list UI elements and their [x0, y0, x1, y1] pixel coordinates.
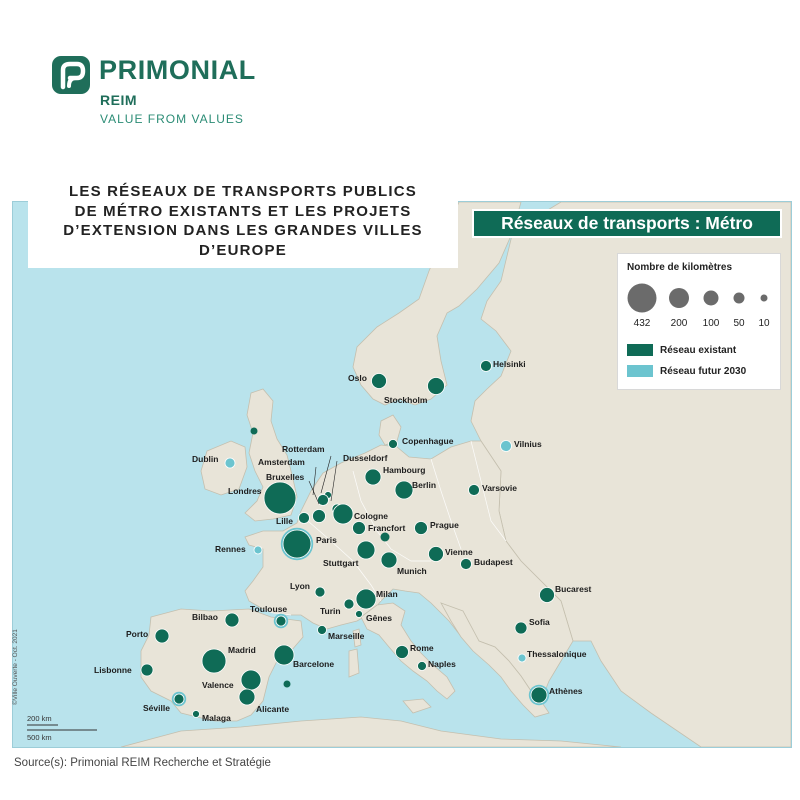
city-marker-munich — [381, 552, 397, 568]
city-label-lyon: Lyon — [290, 581, 310, 591]
title-line-3: D’EXTENSION DANS LES GRANDES VILLES — [63, 222, 423, 239]
city-label-oslo: Oslo — [348, 373, 367, 383]
city-label-bruxelles: Bruxelles — [266, 472, 305, 482]
city-marker-cologne — [333, 504, 353, 524]
city-label-alicante: Alicante — [256, 704, 290, 714]
city-marker-oslo — [372, 374, 387, 389]
extra-dot-palma — [284, 681, 291, 688]
city-label-londres: Londres — [228, 486, 262, 496]
city-label-berlin: Berlin — [412, 480, 437, 490]
legend-size-label: 50 — [733, 318, 745, 329]
city-marker-rennes — [254, 546, 262, 554]
city-label-dublin: Dublin — [192, 454, 219, 464]
city-marker-rome — [396, 646, 409, 659]
legend-title: Nombre de kilomètres — [627, 262, 733, 273]
city-label-bilbao: Bilbao — [192, 612, 218, 622]
city-label-stockholm: Stockholm — [384, 395, 428, 405]
title-line-1: LES RÉSEAUX DE TRANSPORTS PUBLICS — [69, 183, 417, 200]
legend-circle-200 — [669, 288, 689, 308]
city-marker-genes — [356, 611, 363, 618]
primonial-logo-icon — [52, 56, 90, 94]
city-marker-helsinki — [481, 361, 492, 372]
city-label-madrid: Madrid — [228, 645, 256, 655]
city-marker-marseille — [318, 626, 327, 635]
city-label-malaga: Malaga — [202, 713, 231, 723]
city-label-budapest: Budapest — [474, 557, 513, 567]
city-marker-londres — [264, 482, 296, 514]
legend-size-label: 200 — [670, 318, 688, 329]
city-label-francfort: Francfort — [368, 523, 406, 533]
city-label-valence: Valence — [202, 680, 234, 690]
city-marker-valence — [241, 670, 261, 690]
city-marker-stuttgart — [357, 541, 375, 559]
scale-bar — [27, 725, 97, 730]
city-label-turin: Turin — [320, 606, 341, 616]
city-label-copenhague: Copenhague — [402, 436, 454, 446]
city-label-varsovie: Varsovie — [482, 483, 517, 493]
legend-size-label: 10 — [758, 318, 770, 329]
extra-dot-glasgow — [251, 428, 258, 435]
title-box — [28, 178, 458, 268]
city-label-porto: Porto — [126, 629, 149, 639]
city-marker-naples — [418, 662, 427, 671]
city-marker-thessalonique — [518, 654, 526, 662]
city-marker-barcelone — [274, 645, 294, 665]
source-note: Source(s): Primonial REIM Recherche et Stratégie — [14, 757, 271, 769]
city-marker-toulouse — [276, 616, 286, 626]
city-marker-malaga — [193, 711, 200, 718]
city-marker-berlin — [395, 481, 413, 499]
city-marker-vienne — [429, 547, 444, 562]
legend-future-label: Réseau futur 2030 — [660, 366, 747, 377]
city-marker-budapest — [461, 559, 472, 570]
legend-swatch-existing — [627, 344, 653, 356]
city-label-cologne: Cologne — [354, 511, 388, 521]
legend-circle-432 — [628, 284, 657, 313]
city-label-lisbonne: Lisbonne — [94, 665, 132, 675]
city-marker-francfort — [353, 522, 366, 535]
city-label-vienne: Vienne — [445, 547, 473, 557]
city-marker-seville — [174, 694, 184, 704]
city-marker-vilnius — [501, 441, 512, 452]
city-label-toulouse: Toulouse — [250, 604, 288, 614]
scale-label-500: 500 km — [27, 733, 52, 742]
city-marker-athenes — [531, 687, 547, 703]
city-marker-lisbonne — [141, 664, 153, 676]
legend-circle-10 — [761, 295, 768, 302]
city-marker-alicante — [239, 689, 255, 705]
city-label-marseille: Marseille — [328, 631, 365, 641]
brand-tagline: VALUE FROM VALUES — [100, 112, 244, 126]
legend-existing-label: Réseau existant — [660, 345, 737, 356]
city-label-genes: Gênes — [366, 613, 392, 623]
city-label-barcelone: Barcelone — [293, 659, 335, 669]
city-label-bucarest: Bucarest — [555, 584, 592, 594]
city-label-rome: Rome — [410, 643, 434, 653]
city-label-rennes: Rennes — [215, 544, 246, 554]
city-marker-copenhague — [389, 440, 398, 449]
map-header: Réseaux de transports : Métro — [472, 209, 782, 238]
brand-logo — [52, 56, 352, 131]
legend-size-label: 100 — [702, 318, 720, 329]
city-marker-bilbao — [225, 613, 239, 627]
city-marker-milan — [356, 589, 376, 609]
city-marker-hambourg — [365, 469, 381, 485]
city-label-lille: Lille — [276, 516, 294, 526]
city-marker-turin — [344, 599, 354, 609]
extra-dot-nuremberg — [381, 533, 390, 542]
city-label-munich: Munich — [397, 566, 427, 576]
city-label-milan: Milan — [376, 589, 398, 599]
city-marker-madrid — [202, 649, 226, 673]
legend-circle-50 — [734, 293, 745, 304]
city-marker-prague — [415, 522, 428, 535]
land-sardinia — [349, 649, 359, 677]
page-title — [28, 182, 458, 260]
city-marker-stockholm — [428, 378, 445, 395]
city-label-prague: Prague — [430, 520, 459, 530]
city-label-seville: Séville — [143, 703, 170, 713]
scale-label-200: 200 km — [27, 714, 52, 723]
map-credit: ©Ville Ouverte - Oct. 2021 — [12, 629, 19, 705]
city-label-hambourg: Hambourg — [383, 465, 426, 475]
title-line-2: DE MÉTRO EXISTANTS ET LES PROJETS — [74, 202, 412, 220]
city-marker-dublin — [225, 458, 235, 468]
city-label-helsinki: Helsinki — [493, 359, 526, 369]
legend-swatch-future — [627, 365, 653, 377]
city-label-rotterdam: Rotterdam — [282, 444, 325, 454]
city-marker-porto — [155, 629, 169, 643]
city-marker-paris — [283, 530, 311, 558]
city-label-sofia: Sofia — [529, 617, 550, 627]
city-label-dusseldorf: Dusseldorf — [343, 453, 388, 463]
city-label-athenes: Athènes — [549, 686, 583, 696]
title-line-4: D’EUROPE — [199, 241, 287, 259]
city-label-paris: Paris — [316, 535, 337, 545]
brand-sub: REIM — [100, 92, 137, 108]
legend-circle-100 — [704, 291, 719, 306]
city-label-vilnius: Vilnius — [514, 439, 542, 449]
city-marker-bucarest — [540, 588, 555, 603]
city-marker-varsovie — [469, 485, 480, 496]
legend-size-label: 432 — [633, 318, 651, 329]
city-marker-bruxelles — [313, 510, 326, 523]
city-label-amsterdam: Amsterdam — [258, 457, 305, 467]
city-marker-sofia — [515, 622, 527, 634]
city-marker-lyon — [315, 587, 325, 597]
map-legend — [617, 253, 781, 390]
city-label-naples: Naples — [428, 659, 456, 669]
land-africa — [121, 717, 621, 747]
city-label-stuttgart: Stuttgart — [323, 558, 359, 568]
land-sicily — [403, 699, 431, 713]
brand-name: PRIMONIAL — [99, 55, 256, 85]
city-marker-lille — [299, 513, 310, 524]
city-label-thessalonique: Thessalonique — [527, 649, 587, 659]
